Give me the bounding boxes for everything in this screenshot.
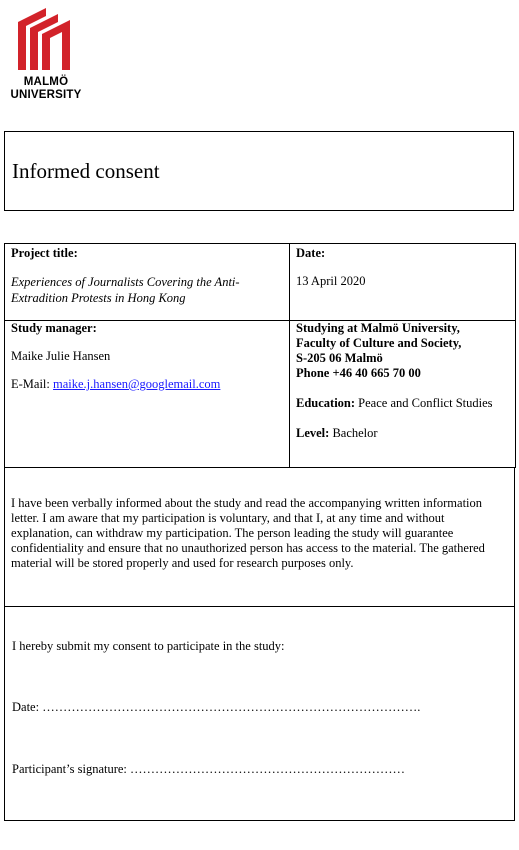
study-manager-label: Study manager: — [11, 321, 97, 335]
email-line — [11, 377, 283, 392]
logo-text-line2: UNIVERSITY — [10, 89, 82, 101]
study-info-table — [4, 243, 516, 468]
study-manager-name: Maike Julie Hansen — [11, 349, 111, 363]
university-logo — [8, 8, 84, 104]
malmo-university-logo-icon — [18, 8, 74, 70]
date-cell — [290, 244, 516, 321]
date-value: 13 April 2020 — [296, 274, 366, 288]
date-label: Date: — [296, 246, 326, 260]
logo-text-line1: MALMÖ — [23, 76, 69, 88]
institution-line1: Studying at Malmö University, — [296, 321, 460, 335]
education-value: Peace and Conflict Studies — [358, 396, 493, 410]
study-manager-cell — [5, 321, 290, 468]
institution-block — [296, 321, 509, 381]
level-label: Level: — [296, 426, 330, 440]
level-line — [296, 426, 509, 441]
education-line — [296, 396, 509, 411]
institution-phone: Phone +46 40 665 70 00 — [296, 366, 421, 380]
document-title: Informed consent — [12, 159, 160, 183]
consent-signature-box — [4, 606, 515, 821]
institution-line3: S-205 06 Malmö — [296, 351, 383, 365]
email-link[interactable]: maike.j.hansen@googlemail.com — [53, 377, 221, 391]
date-signature-line: Date: ………………………………………………………………………………. — [12, 700, 421, 714]
studying-cell — [290, 321, 516, 468]
title-box — [4, 131, 514, 211]
project-title-label: Project title: — [11, 246, 78, 260]
consent-submit-text: I hereby submit my consent to participate in the study: — [12, 639, 285, 653]
consent-statement-text: I have been verbally informed about the study and read the accompanying written information letter. I am aware that my participation is voluntary, and that I, at any time and without explanation, can withdraw my participation. The person leading the study will guarantee confidentiality and ensure that no unauthorized person has access to the material. The gathered material will be stored properly and used for research purposes only. — [11, 496, 485, 570]
level-value: Bachelor — [332, 426, 378, 440]
consent-statement-box — [4, 467, 515, 607]
email-label: E-Mail: — [11, 377, 50, 391]
participant-signature-line: Participant’s signature: ………………………………………………………… — [12, 762, 406, 776]
institution-line2: Faculty of Culture and Society, — [296, 336, 462, 350]
education-label: Education: — [296, 396, 356, 410]
project-cell — [5, 244, 290, 321]
project-title-value: Experiences of Journalists Covering the Anti-Extradition Protests in Hong Kong — [11, 275, 240, 305]
